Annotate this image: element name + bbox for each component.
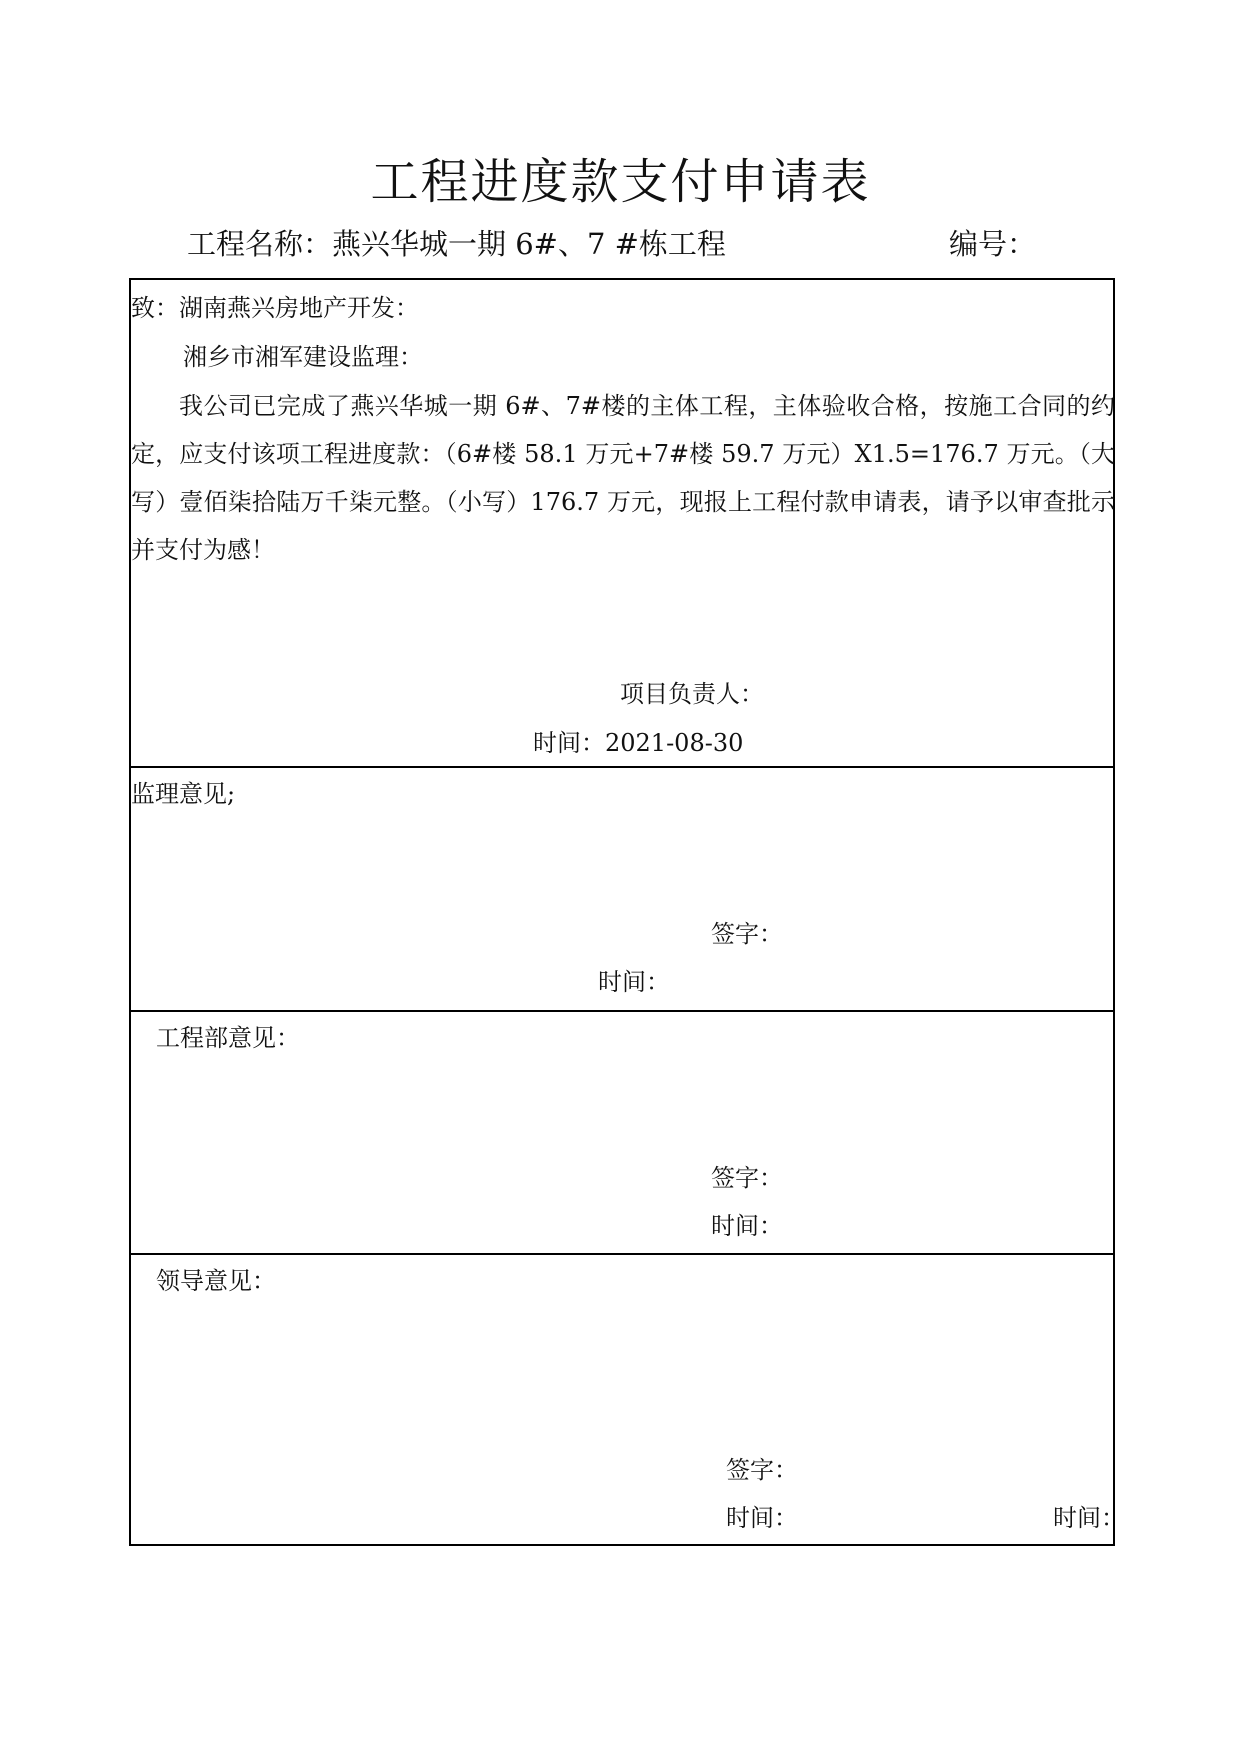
- engineering-dept-opinion-section: [131, 1010, 1113, 1253]
- supervision-opinion-heading: 监理意见;: [131, 780, 236, 808]
- supervision-opinion-section: [131, 766, 1113, 1010]
- addressee-supervisor: 湘乡市湘军建设监理：: [183, 343, 423, 371]
- serial-number-label: 编号：: [949, 227, 1037, 261]
- supervision-sign-label: 签字：: [711, 920, 783, 948]
- engineering-dept-time-label: 时间：: [711, 1212, 783, 1240]
- application-date: 时间：2021-08-30: [533, 729, 744, 757]
- addressee-developer: 致：湖南燕兴房地产开发：: [131, 294, 419, 322]
- project-name: 工程名称：燕兴华城一期 6#、7 #栋工程: [187, 227, 726, 261]
- leadership-time-label-right: 时间：: [1053, 1504, 1125, 1532]
- project-manager-label: 项目负责人：: [620, 680, 764, 708]
- application-form-table: [129, 278, 1125, 1546]
- application-section: [131, 280, 1113, 766]
- leadership-opinion-heading: 领导意见：: [156, 1267, 276, 1295]
- engineering-dept-opinion-heading: 工程部意见：: [156, 1024, 300, 1052]
- engineering-dept-sign-label: 签字：: [711, 1164, 783, 1192]
- leadership-opinion-section: [131, 1253, 1125, 1544]
- application-body: 我公司已完成了燕兴华城一期 6#、7#楼的主体工程，主体验收合格，按施工合同的约定，应支付该项工程进度款：（6#楼 58.1 万元+7#楼 59.7 万元）X1.5=176.7 万元。（大写）壹佰柒拾陆万千柒元整。（小写）176.7 万元，现报上工程付款申请表，请予以审查批示并支付为感！: [131, 392, 1115, 564]
- leadership-sign-label: 签字：: [726, 1456, 798, 1484]
- page-title: 工程进度款支付申请表: [370, 154, 871, 210]
- leadership-time-label: 时间：: [726, 1504, 798, 1532]
- supervision-time-label: 时间：: [598, 968, 670, 996]
